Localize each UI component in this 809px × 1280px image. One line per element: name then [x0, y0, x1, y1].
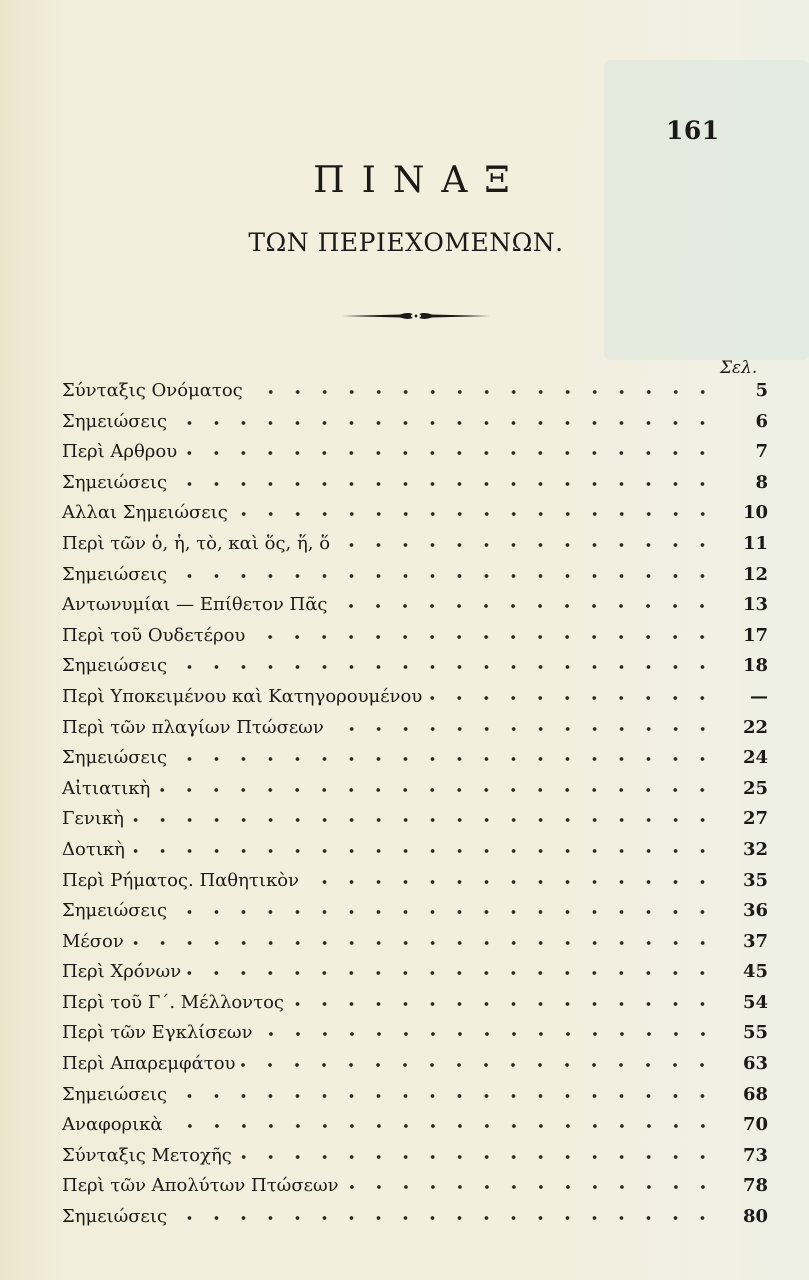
contents-entry-title: Δοτικὴ [62, 838, 125, 860]
contents-entry [62, 560, 772, 591]
contents-entry-title: Μέσον [62, 930, 124, 952]
contents-entry-page: 70 [742, 1114, 768, 1136]
contents-entry-page: 22 [742, 716, 768, 738]
contents-entry [62, 468, 772, 499]
dot-leader [173, 480, 716, 488]
dot-leader [173, 419, 716, 427]
contents-entry-title: Περὶ Αρθρου [62, 441, 178, 463]
dot-leader [169, 1122, 716, 1130]
dot-leader [173, 1092, 716, 1100]
dot-leader [249, 388, 716, 396]
contents-entry-title: Αντωνυμίαι — Επίθετον Πᾶς [62, 594, 328, 616]
contents-entry [62, 407, 772, 438]
contents-entry-title: Σημειώσεις [62, 1083, 168, 1105]
contents-entry [62, 1080, 772, 1111]
contents-entry-page: 13 [742, 594, 768, 616]
dot-leader [234, 510, 716, 518]
dot-leader [290, 1000, 716, 1008]
contents-entry-page: 18 [742, 655, 768, 677]
dot-leader [428, 694, 716, 702]
dot-leader [187, 969, 716, 977]
contents-entry [62, 621, 772, 652]
contents-entry-page: 7 [755, 441, 768, 463]
contents-entry [62, 498, 772, 529]
contents-entry-title: Σημειώσεις [62, 900, 168, 922]
contents-entry-page: 10 [742, 502, 768, 524]
contents-entry-title: Σημειώσεις [62, 563, 168, 585]
dot-leader [173, 1214, 716, 1222]
contents-entry-title: Αλλαι Σημειώσεις [62, 502, 228, 524]
contents-entry-title: Περὶ τῶν Απολύτων Πτώσεων [62, 1175, 339, 1197]
contents-entry-title: Περὶ τοῦ Ουδετέρου [62, 624, 246, 646]
dot-leader [173, 572, 716, 580]
dot-leader [330, 725, 716, 733]
contents-entry [62, 437, 772, 468]
contents-entry-title: Σημειώσεις [62, 747, 168, 769]
contents-entry [62, 896, 772, 927]
contents-entry [62, 988, 772, 1019]
contents-entry-title: Σημειώσεις [62, 1206, 168, 1228]
contents-entry [62, 376, 772, 407]
contents-entry-page: 17 [742, 624, 768, 646]
contents-entry [62, 866, 772, 897]
dot-leader [156, 786, 716, 794]
contents-entry [62, 1018, 772, 1049]
contents-entry-page: 80 [742, 1206, 768, 1228]
contents-entry [62, 1110, 772, 1141]
contents-entry [62, 957, 772, 988]
contents-entry-page: 32 [742, 838, 768, 860]
contents-entry [62, 651, 772, 682]
contents-entry-page: 63 [742, 1053, 768, 1075]
contents-entry-page: 5 [755, 380, 768, 401]
page-column-header: Σελ. [720, 358, 758, 378]
dot-leader [173, 663, 716, 671]
contents-entry-page: 12 [742, 563, 768, 585]
dot-leader [173, 755, 716, 763]
dot-leader [259, 1030, 716, 1038]
dot-leader [251, 633, 716, 641]
contents-entry-page: 36 [742, 900, 768, 922]
contents-entry [62, 682, 772, 713]
dot-leader [183, 449, 716, 457]
contents-entry-title: Περὶ τῶν ὁ, ἡ, τὸ, καὶ ὅς, ἥ, ὅ [62, 532, 331, 554]
contents-entry-title: Σύνταξις Μετοχῆς [62, 1144, 232, 1166]
dot-leader [333, 602, 716, 610]
contents-entry [62, 529, 772, 560]
paper-stain [604, 60, 809, 360]
contents-entry-page: 68 [742, 1083, 768, 1105]
contents-entry-page: 11 [742, 532, 768, 554]
dot-leader [173, 908, 716, 916]
contents-entry-title: Περὶ τῶν πλαγίων Πτώσεων [62, 716, 324, 738]
page-subtitle: ΤΩΝ ΠΕΡΙΕΧΟΜΕΝΩΝ. [248, 228, 564, 257]
dot-leader [130, 816, 716, 824]
contents-entry [62, 1202, 772, 1233]
contents-entry-title: Περὶ Ρήματος. Παθητικὸν [62, 869, 299, 891]
contents-entry-title: Σύνταξις Ονόματος [62, 380, 243, 401]
contents-entry-title: Περὶ τῶν Εγκλίσεων [62, 1022, 253, 1044]
dot-leader [131, 847, 716, 855]
contents-entry [62, 835, 772, 866]
dot-leader [241, 1061, 716, 1069]
contents-entry-page: 24 [742, 747, 768, 769]
contents-entry-page: 27 [742, 808, 768, 830]
contents-entry-title: Περὶ Υποκειμένου καὶ Κατηγορουμένου [62, 685, 423, 707]
contents-entry-title: Περὶ Απαρεμφάτου [62, 1053, 236, 1075]
contents-entry [62, 1049, 772, 1080]
dot-leader [305, 878, 716, 886]
contents-entry [62, 804, 772, 835]
contents-entry-page: 25 [742, 777, 768, 799]
contents-entry-title: Σημειώσεις [62, 471, 168, 493]
contents-entry-title: Περὶ τοῦ Γ΄. Μέλλοντος [62, 991, 285, 1013]
contents-entry-title: Γενικὴ [62, 808, 124, 830]
contents-entry-page: 35 [742, 869, 768, 891]
contents-entry [62, 774, 772, 805]
contents-entry-title: Σημειώσεις [62, 410, 168, 432]
contents-entry-page: 45 [742, 961, 768, 983]
page-number: 161 [666, 116, 720, 145]
contents-entry-page: 54 [742, 991, 768, 1013]
contents-entry-page: 73 [742, 1144, 768, 1166]
contents-entry [62, 743, 772, 774]
contents-entry-page: 55 [742, 1022, 768, 1044]
contents-entry-title: Περὶ Χρόνων [62, 961, 182, 983]
contents-entry-page: — [750, 685, 768, 707]
dot-leader [345, 1183, 716, 1191]
dot-leader [336, 541, 716, 549]
contents-entry [62, 927, 772, 958]
page-title: ΠΙΝΑΞ [313, 160, 527, 201]
rule-ornament-icon [340, 309, 492, 323]
contents-list [62, 376, 772, 1233]
contents-entry [62, 713, 772, 744]
dot-leader [238, 1153, 716, 1161]
dot-leader [130, 939, 716, 947]
contents-entry-title: Σημειώσεις [62, 655, 168, 677]
contents-entry-title: Αἰτιατικὴ [62, 777, 151, 799]
contents-entry-page: 8 [755, 471, 768, 493]
contents-entry [62, 590, 772, 621]
contents-entry [62, 1141, 772, 1172]
contents-entry [62, 1171, 772, 1202]
contents-entry-page: 78 [742, 1175, 768, 1197]
contents-entry-page: 37 [742, 930, 768, 952]
contents-entry-title: Αναφορικὰ [62, 1114, 163, 1136]
contents-entry-page: 6 [755, 410, 768, 432]
